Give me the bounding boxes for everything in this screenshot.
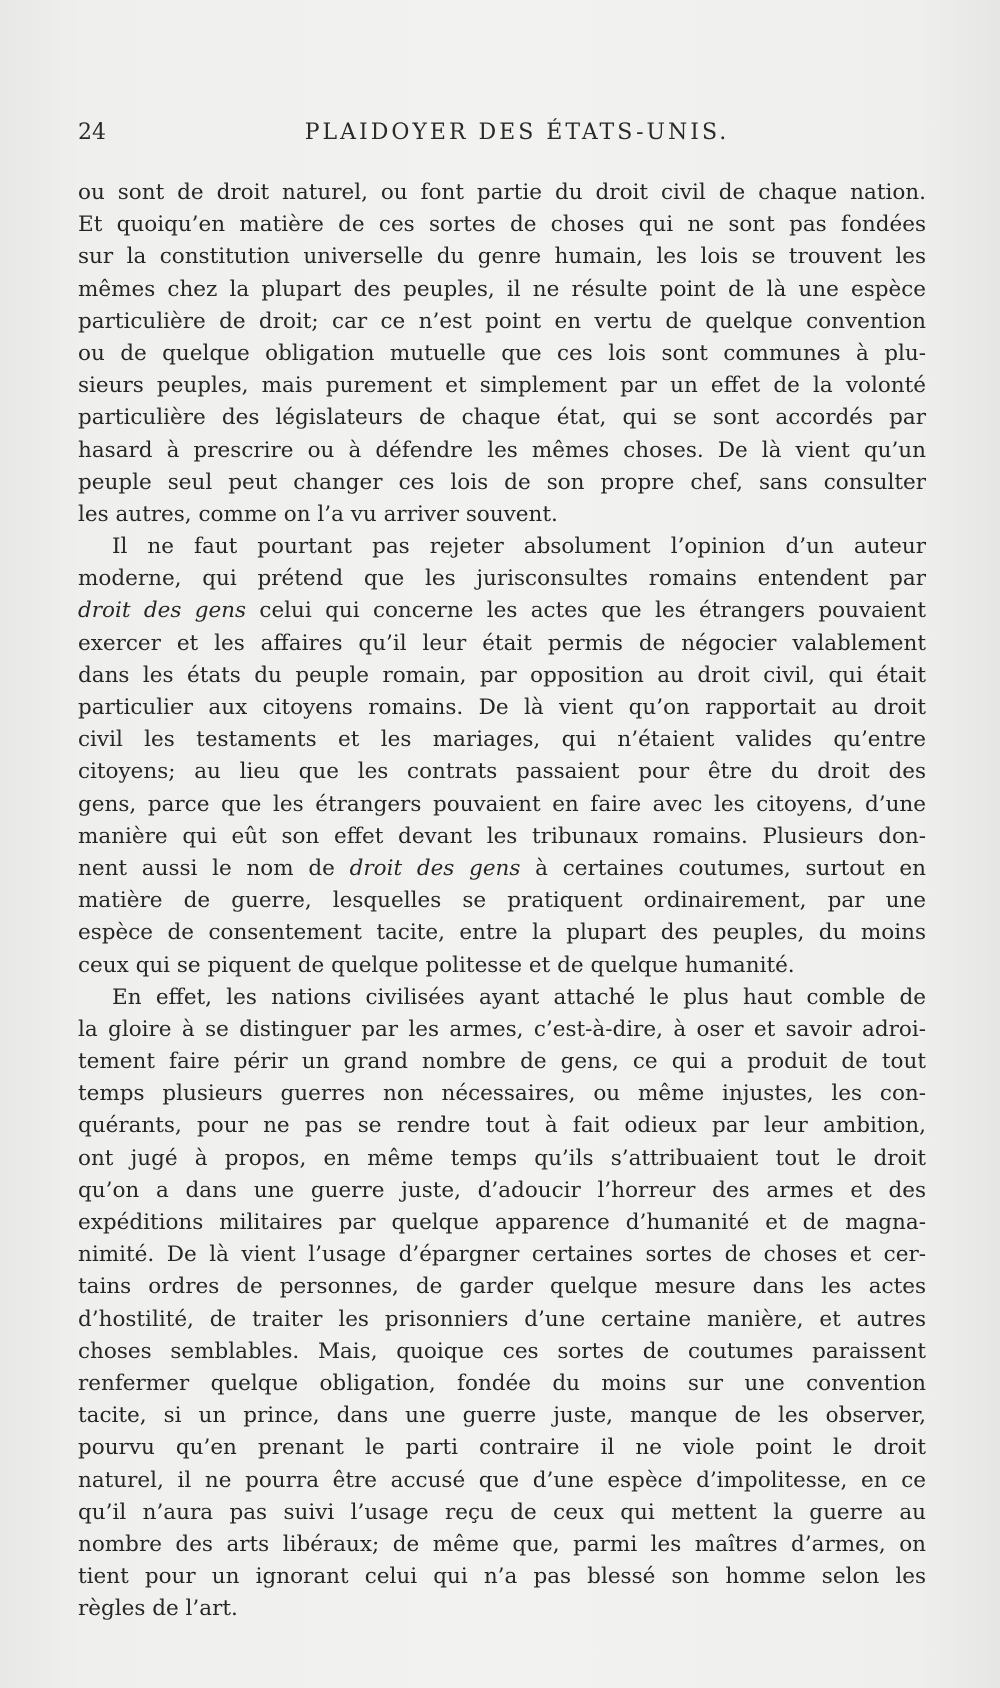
text-segment: expéditions militaires par quelque apparence d’humanité et de magna- — [78, 1210, 926, 1235]
text-line — [78, 467, 926, 499]
text-line — [78, 1014, 926, 1046]
text-segment: tains ordres de personnes, de garder quelque mesure dans les actes — [78, 1274, 926, 1300]
italic-term: droit des gens — [78, 598, 247, 624]
text-segment: mêmes chez la plupart des peuples, il ne résulte point de là une espèce — [78, 276, 926, 302]
text-line — [78, 724, 926, 756]
text-segment: espèce de consentement tacite, entre la plupart des peuples, du moins — [78, 920, 926, 946]
text-line — [78, 1143, 926, 1175]
text-line — [78, 1465, 926, 1497]
body-text — [78, 177, 926, 1625]
text-line — [78, 1593, 926, 1625]
text-segment: sur la constitution universelle du genre humain, les lois se trouvent les — [78, 244, 926, 270]
text-line — [78, 1046, 926, 1078]
text-line — [78, 982, 926, 1014]
text-line — [78, 209, 926, 241]
text-line — [78, 917, 926, 949]
text-segment: particulière de droit; car ce n’est point en vertu de quelque convention — [78, 308, 926, 334]
text-segment: règles de l’art. — [78, 1596, 238, 1622]
text-segment: tacite, si un prince, dans une guerre juste, manque de les observer, — [78, 1403, 926, 1429]
text-line — [78, 177, 926, 209]
text-line — [78, 1336, 926, 1368]
text-segment: ou sont de droit naturel, ou font partie du droit civil de chaque nation. — [78, 180, 926, 205]
text-segment: matière de guerre, lesquelles se pratiquent ordinairement, par une — [78, 888, 926, 914]
paragraph — [78, 177, 926, 531]
text-segment: exercer et les affaires qu’il leur était permis de négocier valablement — [78, 630, 926, 656]
text-line — [78, 402, 926, 434]
paragraph — [78, 531, 926, 982]
text-segment: à certaines coutumes, surtout en — [520, 855, 926, 881]
text-segment: particulier aux citoyens romains. De là vient qu’on rapportait au droit — [78, 695, 926, 720]
paragraph — [78, 982, 926, 1626]
text-segment: ou de quelque obligation mutuelle que ces lois sont communes à plu- — [78, 340, 926, 366]
text-segment: choses semblables. Mais, quoique ces sortes de coutumes paraissent — [78, 1338, 926, 1364]
text-line — [78, 1497, 926, 1529]
text-line — [78, 274, 926, 306]
text-line — [78, 756, 926, 788]
text-line — [78, 789, 926, 821]
text-line — [78, 1432, 926, 1464]
text-segment: moderne, qui prétend que les jurisconsultes romains entendent par — [78, 566, 926, 592]
text-segment: gens, parce que les étrangers pouvaient en faire avec les citoyens, d’une — [78, 791, 926, 817]
text-line — [78, 950, 926, 982]
text-segment: pourvu qu’en prenant le parti contraire il ne viole point le droit — [78, 1435, 926, 1461]
text-segment: celui qui concerne les actes que les étrangers pouvaient — [246, 598, 926, 624]
text-line — [78, 660, 926, 692]
text-line — [78, 563, 926, 595]
text-line — [78, 821, 926, 853]
text-line — [78, 1078, 926, 1110]
text-line — [78, 1271, 926, 1303]
text-line — [78, 306, 926, 338]
text-line — [78, 1561, 926, 1593]
page-number: 24 — [78, 120, 106, 145]
text-segment: Et quoiqu’en matière de ces sortes de choses qui ne sont pas fondées — [78, 212, 926, 238]
text-segment: nombre des arts libéraux; de même que, parmi les maîtres d’armes, on — [78, 1531, 926, 1557]
text-line — [78, 1239, 926, 1271]
running-title: PLAIDOYER DES ÉTATS-UNIS. — [304, 120, 730, 145]
text-line — [78, 1368, 926, 1400]
text-segment: manière qui eût son effet devant les tribunaux romains. Plusieurs don- — [78, 823, 926, 849]
text-line — [78, 1207, 926, 1239]
text-segment: hasard à prescrire ou à défendre les mêmes choses. De là vient qu’un — [78, 437, 926, 463]
text-segment: dans les états du peuple romain, par opposition au droit civil, qui était — [78, 662, 926, 688]
text-line — [78, 885, 926, 917]
text-line — [78, 595, 926, 627]
text-segment: renfermer quelque obligation, fondée du moins sur une convention — [78, 1370, 926, 1396]
text-segment: peuple seul peut changer ces lois de son propre chef, sans consulter — [78, 469, 926, 495]
text-segment: la gloire à se distinguer par les armes, c’est-à-dire, à oser et savoir adroi- — [78, 1016, 926, 1042]
text-line — [78, 241, 926, 273]
text-segment: particulière des législateurs de chaque état, qui se sont accordés par — [78, 405, 926, 431]
page-header — [78, 120, 926, 154]
text-segment: temps plusieurs guerres non nécessaires, ou même injustes, les con- — [78, 1081, 926, 1107]
text-segment: ceux qui se piquent de quelque politesse et de quelque humanité. — [78, 952, 795, 978]
text-line — [78, 499, 926, 531]
text-segment: ont jugé à propos, en même temps qu’ils s’attribuaient tout le droit — [78, 1145, 926, 1171]
text-segment: tement faire périr un grand nombre de gens, ce qui a produit de tout — [78, 1049, 926, 1075]
text-segment: qu’il n’aura pas suivi l’usage reçu de ceux qui mettent la guerre au — [78, 1499, 926, 1525]
text-segment: qu’on a dans une guerre juste, d’adoucir l’horreur des armes et des — [78, 1177, 926, 1203]
text-segment: civil les testaments et les mariages, qui n’étaient valides qu’entre — [78, 727, 926, 753]
text-segment: sieurs peuples, mais purement et simplement par un effet de la volonté — [78, 373, 926, 399]
text-line — [78, 338, 926, 370]
text-line — [78, 1110, 926, 1142]
text-segment: Il ne faut pourtant pas rejeter absolument l’opinion d’un auteur — [112, 534, 926, 560]
text-line — [78, 1529, 926, 1561]
text-segment: d’hostilité, de traiter les prisonniers d’une certaine manière, et autres — [78, 1306, 926, 1332]
text-line — [78, 531, 926, 563]
text-line — [78, 370, 926, 402]
text-segment: les autres, comme on l’a vu arriver souvent. — [78, 501, 558, 527]
italic-term: droit des gens — [349, 855, 521, 881]
text-segment: naturel, il ne pourra être accusé que d’une espèce d’impolitesse, en ce — [78, 1467, 926, 1493]
text-line — [78, 1400, 926, 1432]
text-segment: citoyens; au lieu que les contrats passaient pour être du droit des — [78, 759, 926, 785]
text-segment: quérants, pour ne pas se rendre tout à fait odieux par leur ambition, — [78, 1113, 926, 1139]
text-segment: nent aussi le nom de — [78, 855, 350, 881]
text-line — [78, 692, 926, 724]
text-segment: tient pour un ignorant celui qui n’a pas blessé son homme selon les — [78, 1564, 926, 1590]
text-line — [78, 1175, 926, 1207]
text-segment: En effet, les nations civilisées ayant attaché le plus haut comble de — [112, 984, 926, 1010]
text-line — [78, 435, 926, 467]
text-segment: nimité. De là vient l’usage d’épargner certaines sortes de choses et cer- — [78, 1242, 926, 1268]
text-line — [78, 853, 926, 885]
text-line — [78, 628, 926, 660]
text-line — [78, 1304, 926, 1336]
